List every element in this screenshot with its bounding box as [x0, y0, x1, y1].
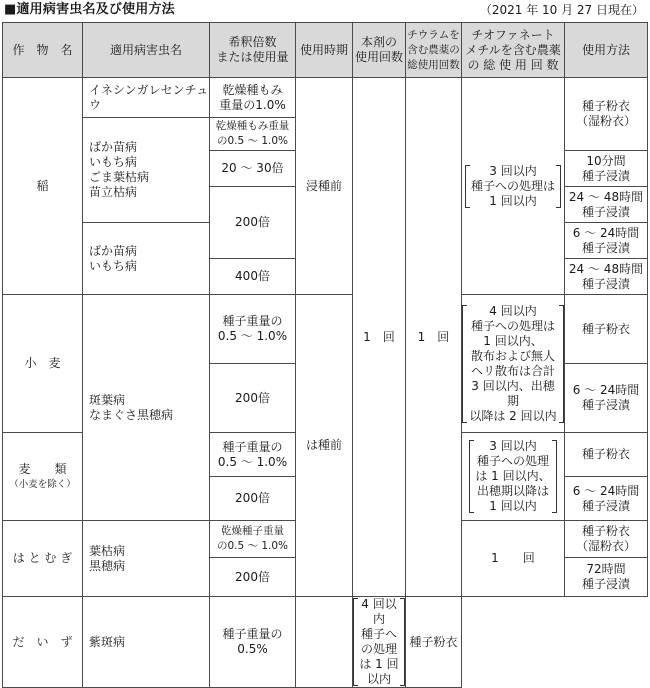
dilution-hatomugi-2: 200倍 [210, 558, 296, 597]
timing-ine: 浸種前 [296, 78, 353, 295]
col-header-dilution: 希釈倍数 または使用量 [210, 23, 296, 78]
method-mugi-1: 種子粉衣 [565, 433, 648, 477]
method-hatomugi-1: 種子粉衣 （湿粉衣） [565, 521, 648, 558]
thiophanate-ine-text: 3 回以内 種子への処理は 1 回以内 [465, 164, 561, 209]
crop-daizu: だ い ず [3, 597, 83, 688]
col-header-method: 使用方法 [565, 23, 648, 78]
table-row [3, 78, 648, 118]
crop-mugi [3, 433, 83, 521]
dilution-ine-2: 乾燥種もみ重量 の0.5 ～ 1.0% [210, 118, 296, 151]
method-ine-3: 24 ～ 48時間 種子浸漬 [565, 187, 648, 223]
dilution-komugi-2: 200倍 [210, 364, 296, 433]
pest-daizu: 紫斑病 [83, 597, 210, 688]
table-row [3, 295, 648, 364]
method-ine-5: 24 ～ 48時間 種子浸漬 [565, 259, 648, 295]
crop-ine: 稲 [3, 78, 83, 295]
method-komugi-1: 種子粉衣 [565, 295, 648, 364]
crop-mugi-label: 麦 類 [18, 461, 67, 476]
col-header-thiophanate: チオファネート メチルを含む農薬 の 総 使 用 回 数 [462, 23, 565, 78]
method-ine-1: 種子粉衣 （湿粉衣） [565, 78, 648, 151]
table-row [3, 597, 648, 688]
dilution-mugi-2: 200倍 [210, 477, 296, 521]
col-header-pest: 適用病害虫名 [83, 23, 210, 78]
timing-mugi: は種前 [296, 295, 353, 597]
crop-komugi: 小 麦 [3, 295, 83, 433]
thiophanate-daizu-text: 4 回以内 種子への処理 は 1 回以内 [353, 597, 405, 687]
method-mugi-2: 6 ～ 24時間 種子浸漬 [565, 477, 648, 521]
thiuram-all: 1 回 [406, 78, 462, 597]
col-header-crop: 作 物 名 [3, 23, 83, 78]
dilution-ine-4: 200倍 [210, 187, 296, 259]
col-header-thiuram: チウラムを 含む農薬の 総使用回数 [406, 23, 462, 78]
dilution-ine-5: 400倍 [210, 259, 296, 295]
method-hatomugi-2: 72時間 種子浸漬 [565, 558, 648, 597]
table-header-row [3, 23, 648, 78]
section-heading: ■適用病害虫名及び使用方法 [4, 2, 175, 17]
method-daizu: 種子粉衣 [406, 597, 462, 688]
thiophanate-ine [462, 78, 565, 295]
dilution-ine-3: 20 ～ 30倍 [210, 151, 296, 187]
timing-daizu-empty [296, 597, 353, 688]
pest-ine-1: イネシンガレセンチュウ [83, 78, 210, 118]
col-header-uses: 本剤の 使用回数 [353, 23, 406, 78]
dilution-ine-1: 乾燥種もみ 重量の1.0% [210, 78, 296, 118]
thiophanate-komugi [462, 295, 565, 433]
thiophanate-komugi-text: 4 回以内 種子への処理は 1 回以内、 散布および無人 ヘリ散布は合計 3 回以内、出穂期 以降は 2 回以内 [462, 304, 564, 424]
application-table [2, 22, 648, 688]
crop-mugi-note: （小麦を除く） [9, 478, 76, 490]
pest-hatomugi: 葉枯病 黒穂病 [83, 521, 210, 597]
col-header-timing: 使用時期 [296, 23, 353, 78]
uses-all: 1 回 [353, 78, 406, 597]
method-ine-4: 6 ～ 24時間 種子浸漬 [565, 223, 648, 259]
dilution-daizu: 種子重量の 0.5% [210, 597, 296, 688]
pest-ine-3: ばか苗病 いもち病 [83, 223, 210, 295]
as-of-date: （2021 年 10 月 27 日現在） [479, 3, 644, 17]
method-komugi-2: 6 ～ 24時間 種子浸漬 [565, 364, 648, 433]
crop-hatomugi: は と む ぎ [3, 521, 83, 597]
thiophanate-mugi-text: 3 回以内 種子への処理 は 1 回以内、 出穂期以降は 1 回以内 [469, 439, 556, 514]
pest-mugi: 斑葉病 なまぐさ黒穂病 [83, 295, 210, 521]
pest-ine-2: ばか苗病 いもち病 ごま葉枯病 苗立枯病 [83, 118, 210, 223]
dilution-hatomugi-1: 乾燥種子重量 の0.5 ～ 1.0% [210, 521, 296, 558]
dilution-mugi-1: 種子重量の 0.5 ～ 1.0% [210, 433, 296, 477]
thiophanate-mugi [462, 433, 565, 521]
thiophanate-hatomugi: 1 回 [462, 521, 565, 597]
dilution-komugi-1: 種子重量の 0.5 ～ 1.0% [210, 295, 296, 364]
method-ine-2: 10分間 種子浸漬 [565, 151, 648, 187]
thiophanate-daizu [353, 597, 406, 688]
